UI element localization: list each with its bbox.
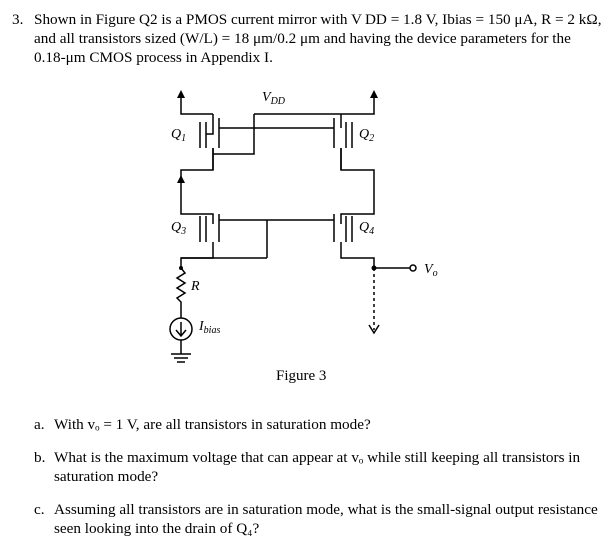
question-line: Assuming all transistors are in saturation mode, what is the small-signal output resistance	[54, 501, 598, 518]
q2-drain	[341, 148, 374, 206]
label-q3: $Q_3$	[171, 220, 187, 237]
label-q1: $Q_1$	[171, 127, 187, 144]
label-ibias: $I_{bias}$	[199, 319, 221, 336]
q1-gate	[219, 118, 254, 148]
question-line: With vₒ = 1 V, are all transistors in saturation mode?	[54, 416, 371, 433]
label-q4: $Q_4$	[359, 220, 375, 237]
output-node	[410, 265, 416, 271]
q4-transistor	[341, 206, 374, 268]
label-q2: $Q_2$	[359, 127, 375, 144]
question-line: saturation mode?	[54, 468, 159, 485]
question-line: What is the maximum voltage that can appear at vₒ while still keeping all transistors in	[54, 449, 581, 466]
label-r: R	[191, 279, 200, 294]
question-text	[54, 448, 598, 486]
question-text	[54, 500, 598, 538]
problem-number: 3.	[12, 11, 24, 28]
question-line: seen looking into the drain of Q₄?	[54, 520, 260, 537]
q2-transistor	[341, 114, 352, 170]
question-text	[54, 415, 598, 434]
current-source-arrow	[176, 322, 186, 336]
label-vdd: $V_{DD}$	[262, 90, 286, 107]
q1-drain	[181, 148, 213, 206]
problem-line: Shown in Figure Q2 is a PMOS current mirror with V DD = 1.8 V, Ibias = 150 μA, R = 2 kΩ,	[34, 11, 602, 28]
ground-symbol	[171, 354, 191, 362]
resistor-r	[177, 268, 185, 318]
figure-caption: Figure 3	[276, 368, 327, 384]
q2-gate	[254, 118, 334, 148]
question-label: b.	[34, 449, 46, 466]
gate-net-q34	[181, 220, 267, 258]
label-vo: $V_o$	[424, 262, 438, 279]
q4-gate	[267, 214, 334, 242]
problem-line: and all transistors sized (W/L) = 18 μm/0.2 μm and having the device parameters for the	[34, 30, 571, 47]
question-label: a.	[34, 416, 45, 433]
question-label: c.	[34, 501, 45, 518]
problem-line: 0.18-μm CMOS process in Appendix I.	[34, 49, 273, 66]
q3-gate	[219, 214, 267, 242]
q1-transistor	[200, 114, 213, 170]
